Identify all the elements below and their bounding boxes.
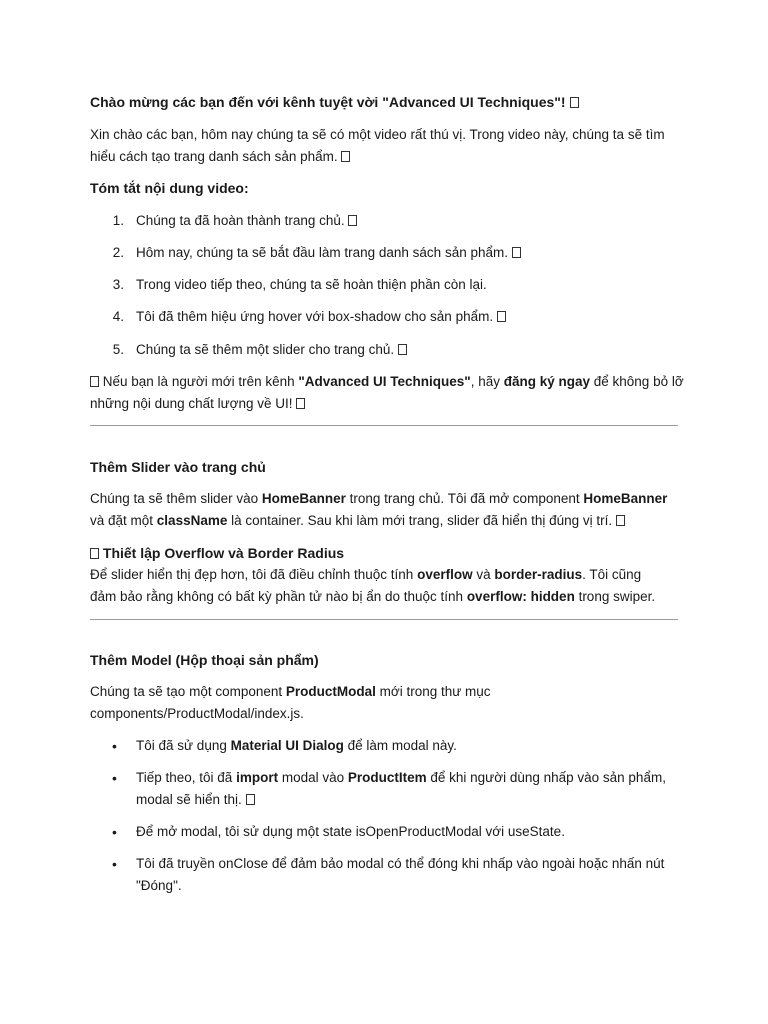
emoji-glyph-icon bbox=[341, 151, 350, 162]
slider-paragraph-line2: và đặt một className là container. Sau khi làm mới trang, slider đã hiển thị đúng vị trí. bbox=[90, 510, 625, 532]
intro-heading: Chào mừng các bạn đến với kênh tuyệt vời "Advanced UI Techniques"! bbox=[90, 91, 579, 113]
overflow-paragraph-line1: Để slider hiển thị đẹp hơn, tôi đã điều chỉnh thuộc tính overflow và border-radius. Tôi cũng bbox=[90, 567, 642, 582]
slider-paragraph-line1: Chúng ta sẽ thêm slider vào HomeBanner trong trang chủ. Tôi đã mở component HomeBanner bbox=[90, 491, 668, 506]
modal-paragraph-line1: Chúng ta sẽ tạo một component ProductModal mới trong thư mục bbox=[90, 684, 491, 699]
emoji-glyph-icon bbox=[246, 794, 255, 805]
subscribe-callout-line2: những nội dung chất lượng về UI! bbox=[90, 393, 305, 415]
emoji-glyph-icon bbox=[398, 344, 407, 355]
emoji-glyph-icon bbox=[90, 548, 99, 559]
emoji-glyph-icon bbox=[570, 97, 579, 108]
emoji-glyph-icon bbox=[348, 215, 357, 226]
modal-heading: Thêm Model (Hộp thoại sản phẩm) bbox=[90, 652, 319, 668]
intro-paragraph-line1: Xin chào các bạn, hôm nay chúng ta sẽ có một video rất thú vị. Trong video này, chúng ta sẽ tìm bbox=[90, 127, 665, 142]
summary-heading: Tóm tắt nội dung video: bbox=[90, 180, 249, 196]
subscribe-callout-line1: Nếu bạn là người mới trên kênh "Advanced UI Techniques", hãy đăng ký ngay để không bỏ lỡ bbox=[90, 371, 684, 393]
overflow-subheading: Thiết lập Overflow và Border Radius bbox=[90, 542, 344, 564]
modal-paragraph-line2: components/ProductModal/index.js. bbox=[90, 706, 304, 721]
intro-paragraph-line2: hiểu cách tạo trang danh sách sản phẩm. bbox=[90, 146, 350, 168]
slider-heading: Thêm Slider vào trang chủ bbox=[90, 459, 266, 475]
emoji-glyph-icon bbox=[296, 398, 305, 409]
overflow-paragraph-line2: đảm bảo rằng không có bất kỳ phần tử nào bị ẩn do thuộc tính overflow: hidden trong swiper. bbox=[90, 589, 656, 604]
emoji-glyph-icon bbox=[616, 515, 625, 526]
section-divider bbox=[90, 619, 678, 620]
emoji-glyph-icon bbox=[497, 311, 506, 322]
emoji-glyph-icon bbox=[90, 376, 99, 387]
section-divider bbox=[90, 425, 678, 426]
emoji-glyph-icon bbox=[512, 247, 521, 258]
